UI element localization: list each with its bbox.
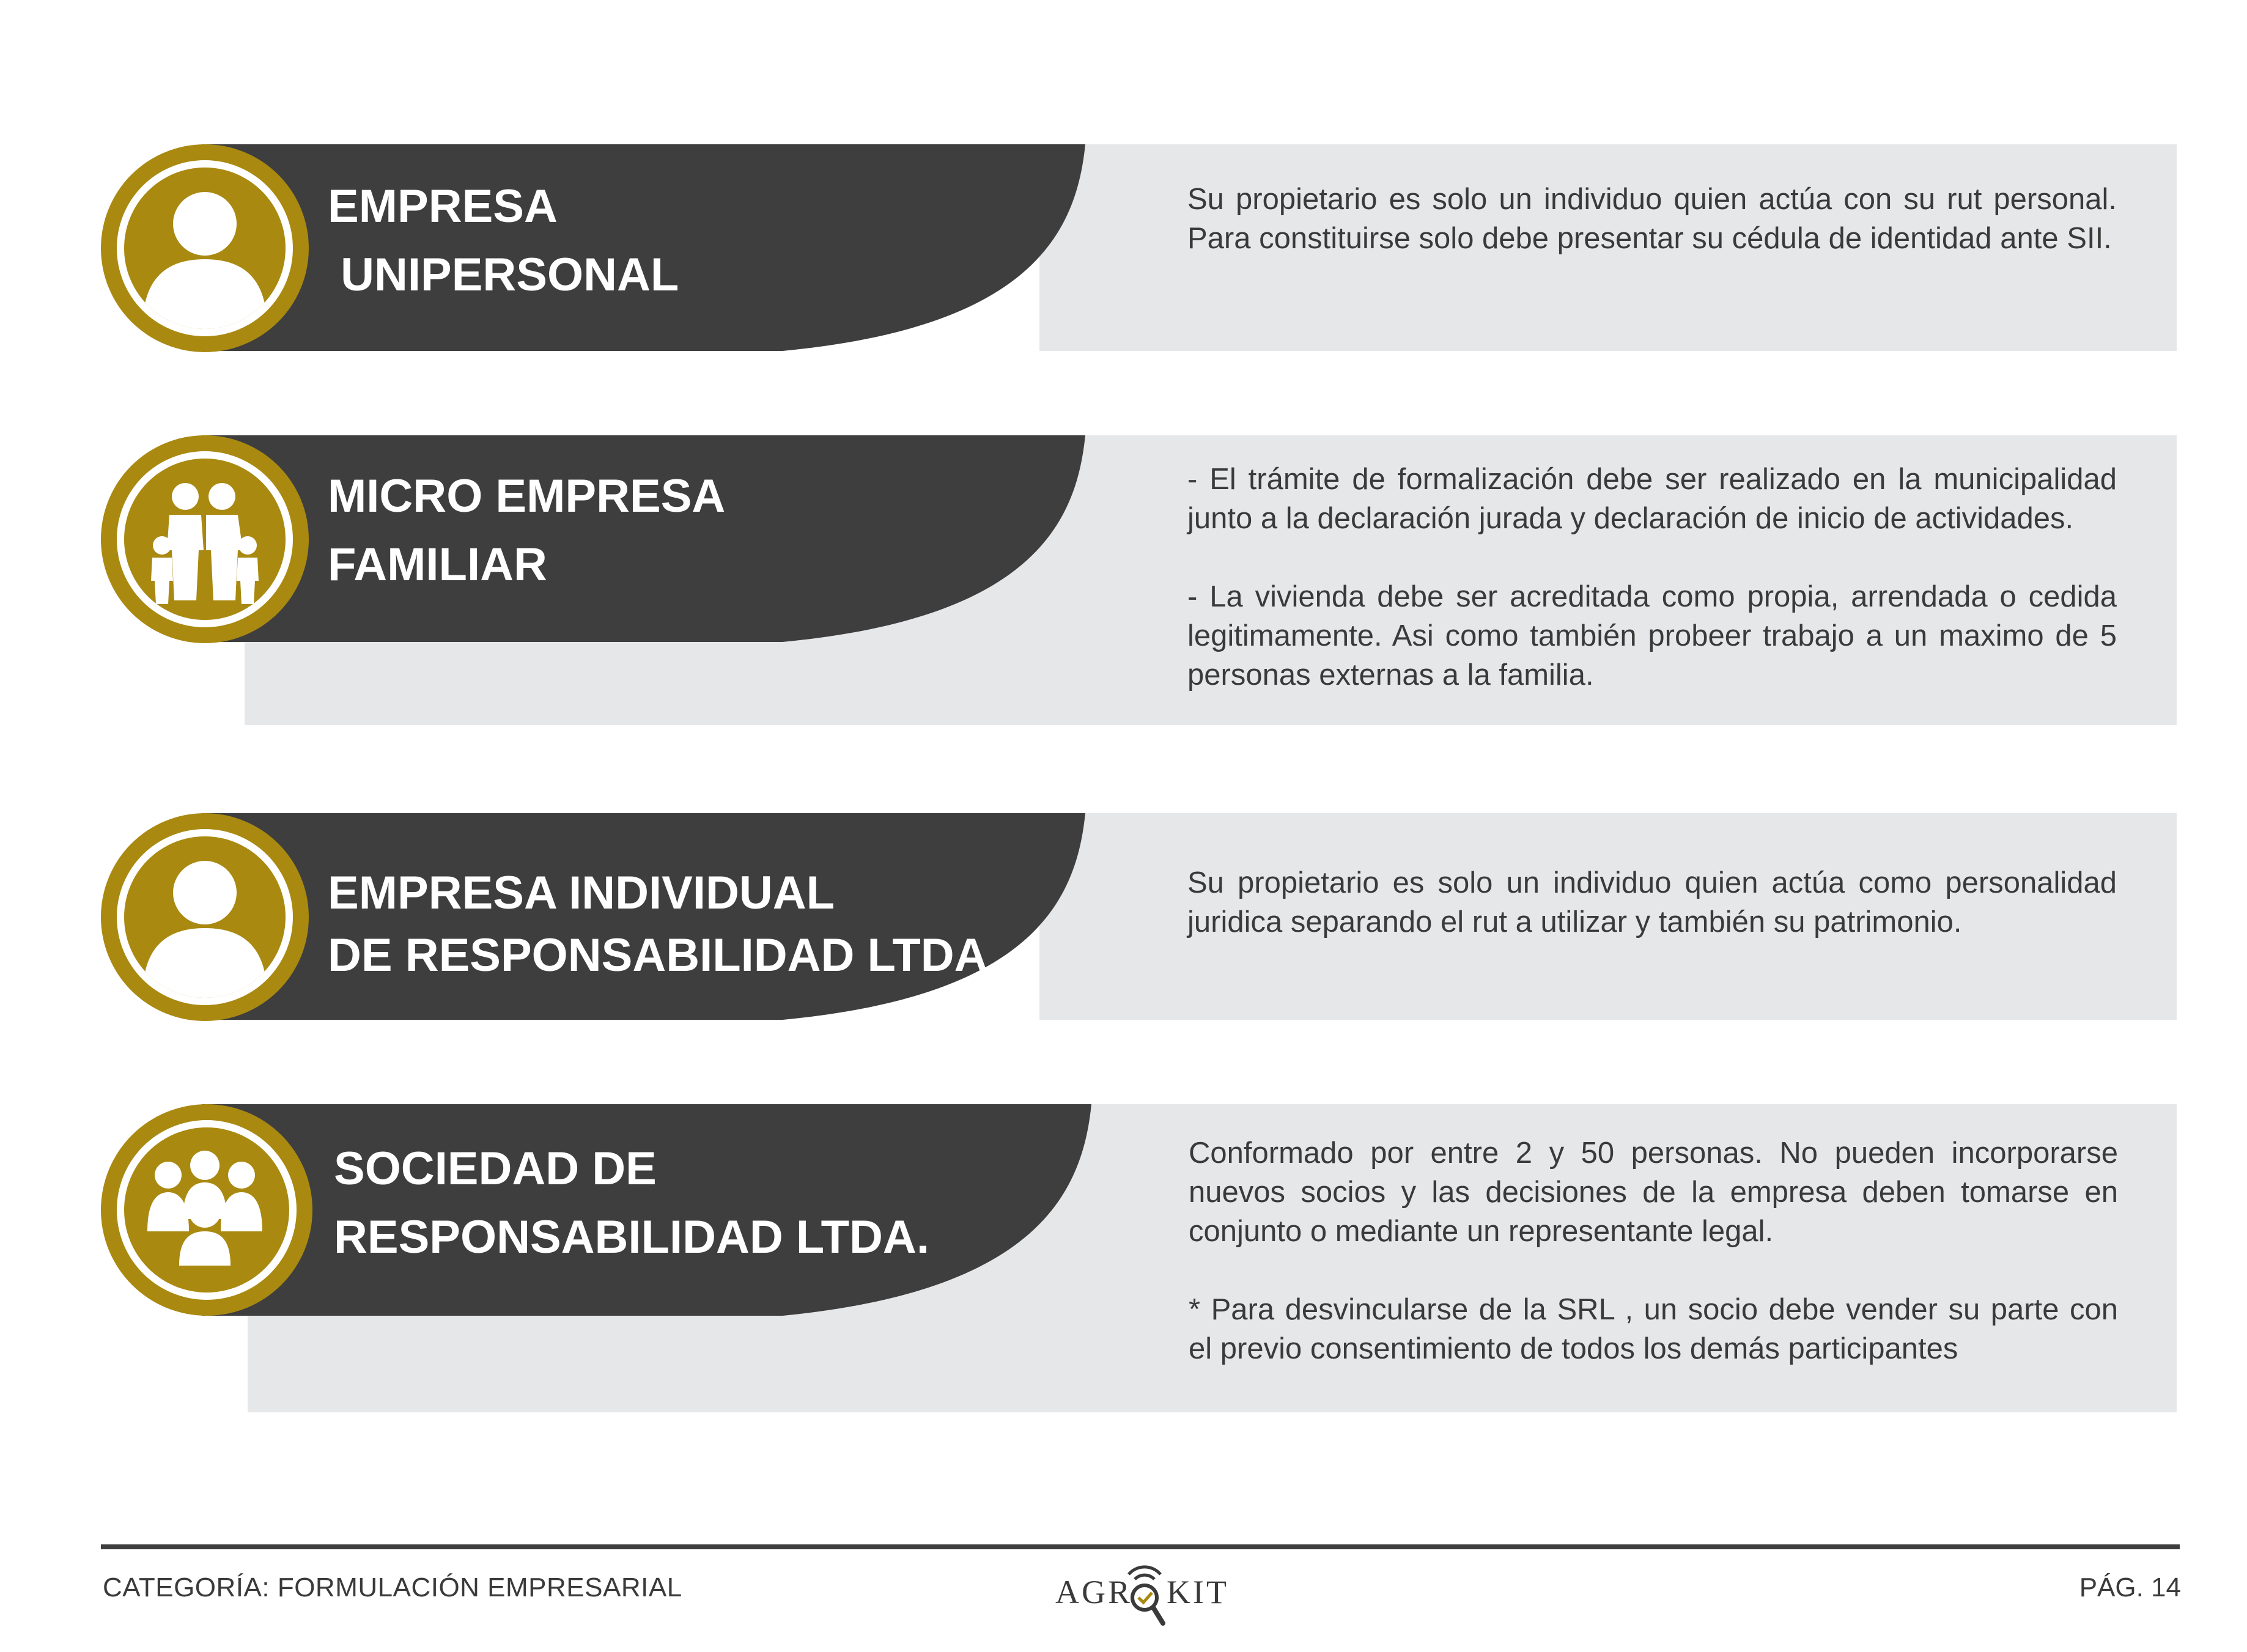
agrokit-logo: AGR KIT [1052,1556,1223,1629]
section-1-badge [101,144,309,352]
section-3-description: Su propietario es solo un individuo quien actúa como personalidad juridica separando el rut a utilizar y también su patrimonio. [1187,866,2117,938]
section-3-badge [101,813,309,1021]
section-3-title: EMPRESA INDIVIDUAL DE RESPONSABILIDAD LTDA. [328,867,1001,981]
footer-category: CATEGORÍA: FORMULACIÓN EMPRESARIAL [103,1573,682,1602]
section-2-description: - El trámite de formalización debe ser realizado en la municipalidad junto a la declaración jurada y declaración de inicio de actividades. - La vivienda debe ser acreditada como propia, arrendada o cedida legitimamente. Asi como también probeer trabajo a un maximo de 5 personas externas a la familia. [1187,463,2117,691]
section-4-badge [101,1104,312,1316]
family-icon [124,459,286,620]
magnifier-check-icon [1120,1560,1169,1627]
section-2-title: MICRO EMPRESA FAMILIAR [328,470,726,591]
footer-rule [101,1544,2180,1549]
page-number: PÁG. 14 [2079,1573,2181,1602]
section-4-description: Conformado por entre 2 y 50 personas. No pueden incorporarse nuevos socios y las decisiones de la empresa deben tomarse en conjunto o mediante un representante legal. * Para desvincularse de la SRL , un socio debe vender su parte con el previo consentimiento de todos los demás participantes [1189,1137,2118,1365]
section-1-title: EMPRESA UNIPERSONAL [328,180,679,301]
section-1-description: Su propietario es solo un individuo quien actúa con su rut personal. Para constituirse solo debe presentar su cédula de identidad ante SII. [1187,183,2117,255]
section-4-title: SOCIEDAD DE RESPONSABILIDAD LTDA. [334,1143,929,1263]
group-icon [124,1127,286,1289]
section-2-badge [101,435,309,643]
person-icon [124,168,286,329]
person-icon [124,836,286,998]
